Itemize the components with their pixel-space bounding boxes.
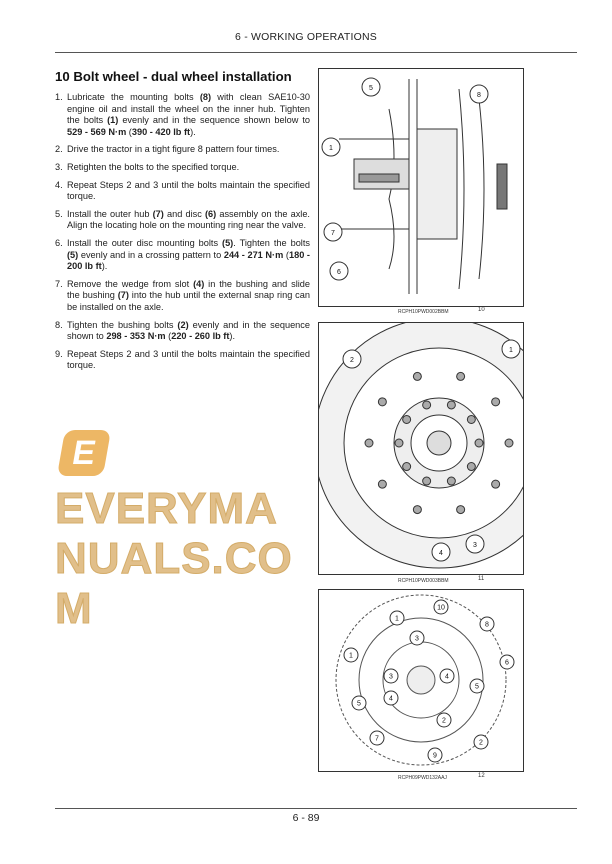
callout: 1 <box>395 615 399 623</box>
step-number: 8. <box>55 319 63 330</box>
page-header: 6 - WORKING OPERATIONS <box>235 31 377 43</box>
callout: 8 <box>485 621 489 629</box>
step-number: 6. <box>55 237 63 248</box>
step-text <box>67 209 310 232</box>
callout: 3 <box>389 673 393 681</box>
callout: 8 <box>477 92 481 99</box>
callout: 1 <box>349 652 353 660</box>
step-text-segment: with clean SAE10-30 engine oil and install the wheel on the inner hub. Tighten the bolts <box>67 92 311 126</box>
step-value: (5) <box>222 237 234 248</box>
step-text-segment: and disc <box>163 208 205 219</box>
bolt <box>403 463 411 471</box>
step-text-segment: Install the outer disc mounting bolts <box>67 237 223 248</box>
step-text-segment: Repeat Steps 2 and 3 until the bolts maintain the specified torque. <box>67 348 310 371</box>
bolt <box>365 439 373 447</box>
hub-cross-section-drawing <box>319 69 523 306</box>
figure-11 <box>318 322 524 575</box>
step-text-segment: assembly on the axle. Align the locating hole on the mounting ring near the valve. <box>67 208 310 231</box>
bolt <box>447 477 455 485</box>
step-text-segment: Retighten the bolts to the specified torque. <box>67 161 240 172</box>
step-value: 390 - 420 lb ft <box>131 126 191 137</box>
watermark-logo <box>57 430 111 476</box>
callout: 7 <box>331 230 335 237</box>
step-value: (1) <box>107 115 119 126</box>
step-value: (8) <box>199 92 212 102</box>
step-text-segment: Remove the wedge from slot <box>67 278 194 289</box>
bolt <box>492 480 500 488</box>
step-text <box>67 320 310 343</box>
step-text-segment: Tighten the bushing bolts <box>67 319 178 330</box>
steps-list <box>55 92 310 378</box>
step-number: 9. <box>55 348 63 359</box>
bolt <box>423 401 431 409</box>
callout: 4 <box>445 673 449 681</box>
figure-code: RCPH09PWD132AAJ <box>398 775 447 781</box>
figure-code: RCPH10PWD002BBM <box>398 309 449 315</box>
callout: 6 <box>337 269 341 276</box>
step-item <box>55 144 310 156</box>
bolt <box>505 439 513 447</box>
callout: 5 <box>475 683 479 691</box>
watermark-logo-letter: E <box>69 433 99 472</box>
bolt <box>467 415 475 423</box>
bolt <box>423 477 431 485</box>
callout: 5 <box>369 85 373 92</box>
step-number: 3. <box>55 161 63 172</box>
callout: 2 <box>479 739 483 747</box>
step-item <box>55 320 310 343</box>
step-number: 4. <box>55 179 63 190</box>
step-number: 2. <box>55 144 63 155</box>
step-text-segment: ). <box>190 126 196 137</box>
header-rule <box>55 52 577 53</box>
callout: 4 <box>439 550 443 557</box>
callout: 7 <box>375 735 379 743</box>
bolt <box>447 401 455 409</box>
wheel-disc-drawing <box>319 323 523 574</box>
watermark-text: EVERYMANUALS.COM <box>55 484 293 633</box>
step-text <box>67 180 310 203</box>
bolt <box>457 372 465 380</box>
step-item <box>55 279 310 314</box>
page-number: 6 - 89 <box>292 812 320 824</box>
step-value: (7) <box>117 290 129 301</box>
bolt <box>413 506 421 514</box>
callout: 5 <box>357 700 361 708</box>
step-text-segment: evenly and in a crossing pattern to <box>78 249 224 260</box>
step-text-segment: ( <box>165 331 172 342</box>
step-text <box>67 144 310 156</box>
bolt <box>378 480 386 488</box>
step-number: 1. <box>55 92 63 102</box>
step-text <box>67 238 310 273</box>
step-value: 244 - 271 N·m <box>223 249 284 260</box>
section-title: 10 Bolt wheel - dual wheel installation <box>55 69 292 84</box>
step-text-segment: ). <box>101 261 108 272</box>
watermark <box>55 430 310 634</box>
bolt <box>492 398 500 406</box>
callout: 6 <box>505 659 509 667</box>
callout: 9 <box>433 752 437 760</box>
step-text-segment: ). <box>229 331 236 342</box>
step-text-segment: ( <box>283 249 289 260</box>
callout: 1 <box>329 145 333 152</box>
callout: 10 <box>437 604 445 612</box>
step-text-segment: evenly and in the sequence shown below to <box>118 115 310 126</box>
figure-code: RCPH10PWD003BBM <box>398 578 449 584</box>
step-text-segment: in the bushing and slide the bushing <box>67 278 310 301</box>
callout: 2 <box>350 357 354 364</box>
step-value: (6) <box>204 208 217 219</box>
step-text-segment: Install the outer hub <box>67 208 153 219</box>
bolt <box>457 506 465 514</box>
callout: 2 <box>442 717 446 725</box>
callout: 3 <box>473 542 477 549</box>
step-text-segment: Lubricate the mounting bolts <box>67 92 200 102</box>
step-item <box>55 180 310 203</box>
step-item <box>55 238 310 273</box>
step-text <box>67 162 310 174</box>
bolt <box>413 372 421 380</box>
step-item <box>55 92 310 138</box>
step-value: 220 - 260 lb ft <box>171 331 230 342</box>
step-text-segment: . Tighten the bolts <box>233 237 310 248</box>
bolt-sequence-drawing <box>319 590 523 771</box>
figure-number: 11 <box>478 576 485 582</box>
figure-number: 12 <box>478 773 485 779</box>
step-text-segment: into the hub until the external snap ring can be installed on the axle. <box>67 290 310 312</box>
callout: 1 <box>509 347 513 354</box>
bolt <box>378 398 386 406</box>
bolt <box>403 415 411 423</box>
figure-12 <box>318 589 524 772</box>
bolt <box>467 463 475 471</box>
step-text <box>67 349 310 372</box>
callout: 4 <box>389 695 393 703</box>
bolt <box>395 439 403 447</box>
step-text-segment: evenly and in the sequence shown to <box>67 319 310 342</box>
step-text <box>67 92 310 138</box>
bolt <box>475 439 483 447</box>
figure-10 <box>318 68 524 307</box>
step-number: 5. <box>55 208 63 219</box>
step-text-segment: Drive the tractor in a tight figure 8 pattern four times. <box>67 144 280 155</box>
step-text-segment: ( <box>126 126 132 137</box>
step-value: 529 - 569 N·m <box>67 126 127 137</box>
step-value: (5) <box>67 249 79 260</box>
step-text-segment: Repeat Steps 2 and 3 until the bolts maintain the specified torque. <box>67 179 310 202</box>
step-item <box>55 209 310 232</box>
step-value: (2) <box>177 319 189 330</box>
step-value: (4) <box>193 278 205 289</box>
step-number: 7. <box>55 278 63 289</box>
step-text <box>67 279 310 314</box>
step-value: (7) <box>152 208 164 219</box>
footer-rule <box>55 808 577 809</box>
figure-number: 10 <box>478 307 485 313</box>
callout: 3 <box>415 635 419 643</box>
step-item <box>55 349 310 372</box>
step-item <box>55 162 310 174</box>
step-value: 298 - 353 N·m <box>106 331 166 342</box>
step-value: 180 - 200 lb ft <box>67 249 310 272</box>
